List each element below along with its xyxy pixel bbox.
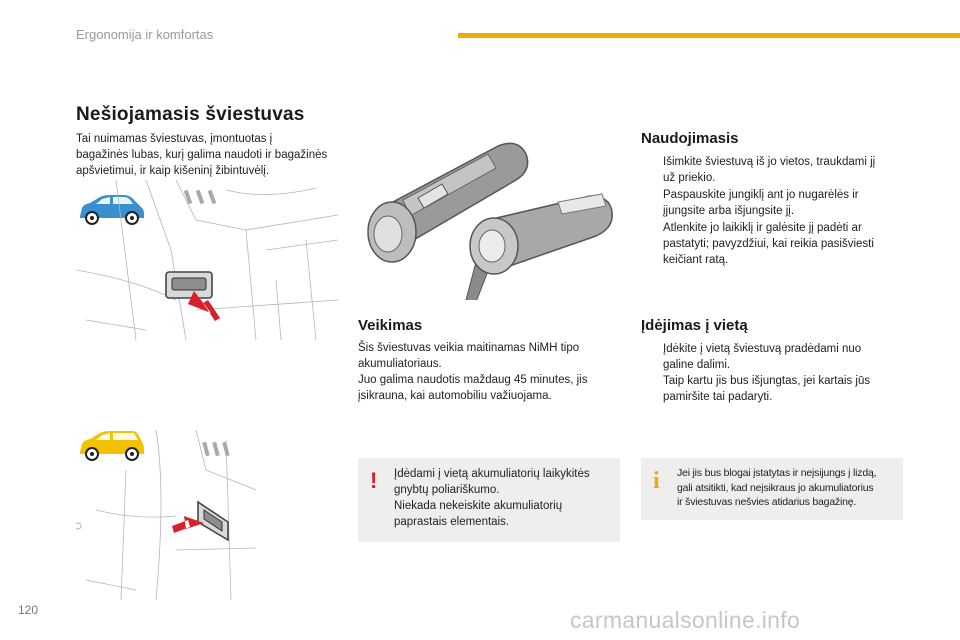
list-item-line: už priekio. [663, 172, 716, 184]
info-line: gali atsitikti, kad neįsikraus jo akumuliatorius [677, 481, 874, 494]
header-accent-bar [458, 33, 960, 38]
veikimas-line: Juo galima naudotis maždaug 45 minutes, jis [358, 374, 588, 386]
warning-icon: ! [370, 468, 378, 493]
list-item [641, 187, 901, 219]
info-icon: i [653, 468, 660, 494]
info-note [641, 458, 903, 520]
naudojimasis-list [641, 154, 901, 269]
list-item [641, 220, 901, 268]
naudojimasis-heading: Naudojimasis [641, 130, 739, 147]
warning-text [394, 466, 616, 530]
intro-text [76, 131, 348, 179]
idejimas-list [641, 341, 901, 406]
list-item-line: galine dalimi. [663, 359, 731, 371]
veikimas-text [358, 340, 620, 404]
intro-line: bagažinės lubas, kurį galima naudoti ir bagažinės [76, 149, 328, 161]
page-title: Nešiojamasis šviestuvas [76, 104, 305, 125]
portable-lamp-illustration [358, 140, 628, 300]
watermark: carmanualsonline.info [570, 607, 801, 633]
warning-line: gnybtų poliariškumo. [394, 484, 500, 496]
list-item-line: keičiant ratą. [663, 254, 729, 266]
veikimas-line: Šis šviestuvas veikia maitinamas NiMH tipo [358, 342, 580, 354]
warning-note [358, 458, 620, 542]
list-item-line: Paspauskite jungiklį ant jo nugarėlės ir [663, 189, 859, 201]
list-item-line: pastatyti; pavyzdžiui, kai reikia pasišviesti [663, 238, 874, 250]
list-item [641, 341, 901, 405]
info-line: Jei jis bus blogai įstatytas ir neįsijungs į lizdą, [677, 467, 877, 479]
list-item [641, 154, 901, 186]
list-item-line: pamiršite tai padaryti. [663, 391, 773, 403]
list-item-line: Atlenkite jo laikiklį ir galėsite jį padėti ar [663, 222, 862, 234]
boot-ceiling-illustration [76, 180, 338, 340]
veikimas-line: akumuliatoriaus. [358, 358, 442, 370]
list-item-line: Taip kartu jis bus išjungtas, jei kartais jūs [663, 375, 871, 387]
info-text [677, 466, 901, 510]
warning-line: Įdėdami į vietą akumuliatorių laikykitės [394, 468, 590, 480]
list-item-line: įjungsite arba išjungsite jį. [663, 205, 795, 217]
intro-line: Tai nuimamas šviestuvas, įmontuotas į [76, 133, 273, 145]
veikimas-line: įsikrauna, kai automobiliu važiuojama. [358, 390, 552, 402]
list-item-line: Išimkite šviestuvą iš jo vietos, traukdami jį [663, 156, 876, 168]
veikimas-heading: Veikimas [358, 317, 423, 334]
section-header: Ergonomija ir komfortas [76, 27, 214, 42]
list-item-line: Įdėkite į vietą šviestuvą pradėdami nuo [663, 343, 862, 355]
boot-side-illustration [76, 430, 266, 600]
warning-line: paprastais elementais. [394, 516, 510, 528]
idejimas-heading: Įdėjimas į vietą [641, 317, 748, 334]
page-number: 120 [18, 603, 39, 617]
info-line: ir šviestuvas nešvies atidarius bagažinę. [677, 496, 857, 508]
intro-line: apšvietimui, ir kaip kišeninį žibintuvėlį. [76, 165, 270, 177]
warning-line: Niekada nekeiskite akumuliatorių [394, 500, 563, 512]
